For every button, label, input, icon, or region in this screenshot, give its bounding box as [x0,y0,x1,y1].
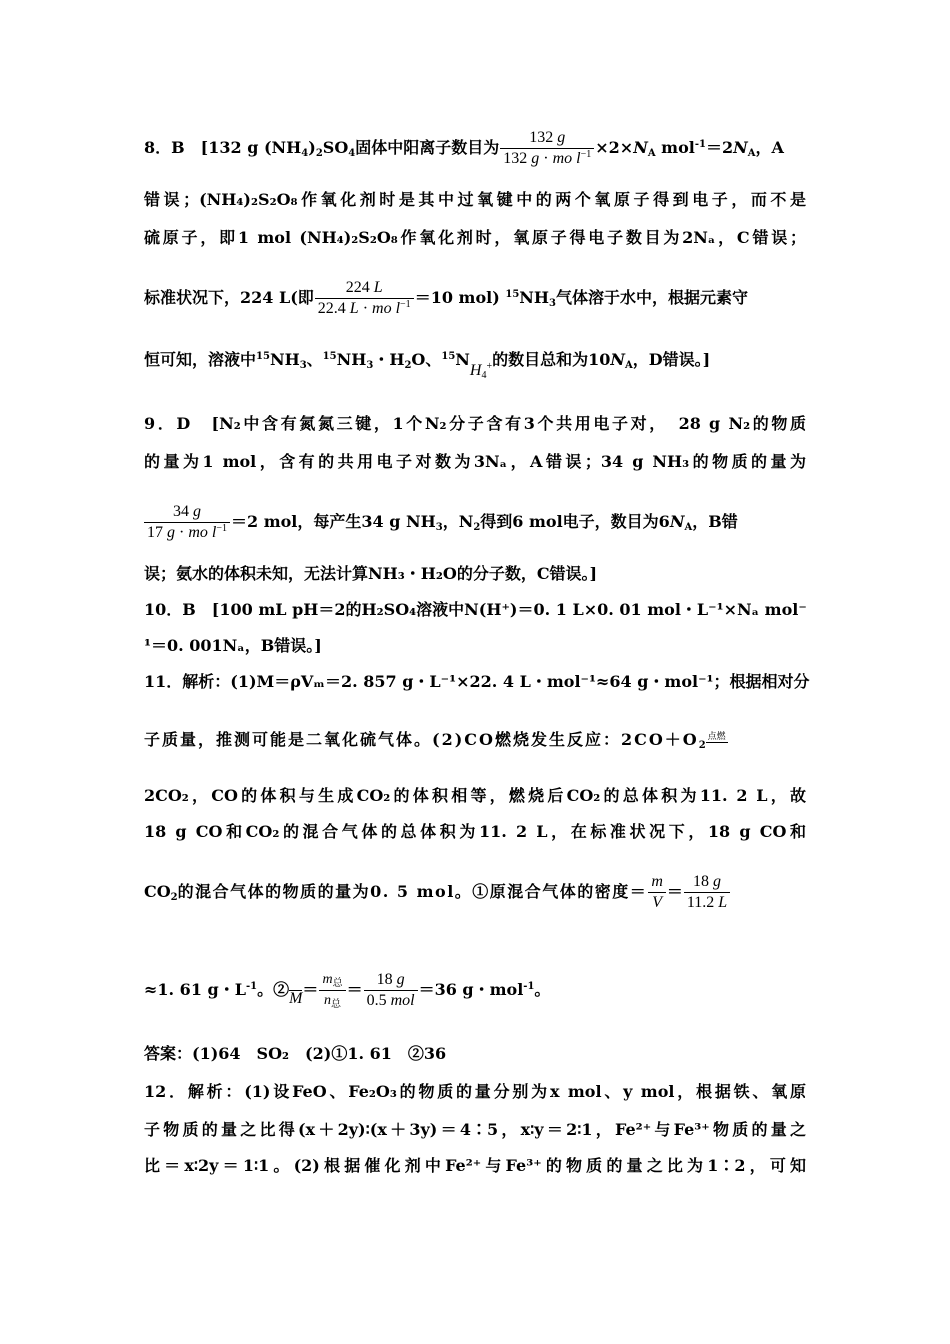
p11-line-4: 18 g CO和CO₂的混合气体的总体积为11. 2 L，在标准状况下，18 g CO和 [144,822,806,841]
p9-line-3: $\frac{34 g}{17 g \cdot mo l^{-1}}$ ＝2 mol，每产生34 g $NH_3$，$N_2$得到6 mol电子，数目为$6N_A$，B错 [144,502,806,543]
p12-line-3: 比＝x∶2y＝1∶1。(2)根据催化剂中Fe²⁺与Fe³⁺的物质的量之比为1∶2，可知 [144,1156,806,1175]
p12-line-2: 子物质的量之比得(x＋2y)∶(x＋3y)＝4∶5，x∶y＝2∶1，Fe²⁺与Fe³⁺物质的量之 [144,1120,806,1139]
p11-answer: 答案：(1)64 SO₂ (2)①1. 61 ②36 [144,1044,447,1063]
p12-line-1: 12．解析：(1)设FeO、Fe₂O₃的物质的量分别为x mol、y mol，根据铁、氧原 [144,1082,806,1101]
p9-line-1: 9．D [N₂中含有氮氮三键，1个N₂分子含有3个共用电子对， 28 g N₂的物质 [144,414,806,433]
p8-line-4: 标准状况下，224 L(即 $\frac{224 L}{22.4 L \cdot mo l^{-1}}$ ＝10 mol) $^{15}NH_3$气体溶于水中，根据元素守 [144,279,749,317]
p10-line-2: ¹＝0. 001Nₐ，B错误。] [144,636,322,655]
p11-line-3: 2CO₂，CO的体积与生成CO₂的体积相等，燃烧后CO₂的总体积为11. 2 L，故 [144,786,806,805]
fraction-132g: $\frac{132 g}{132 g \cdot mo l^{-1}}$ [500,128,594,169]
p8-line-3: 硫原子，即1 mol (NH₄)₂S₂O₈作氧化剂时，氧原子得电子数目为2Nₐ，C错误； [144,228,806,247]
p11-line-2: 子质量，推测可能是二氧化硫气体。(2)CO燃烧发生反应：$2CO+O_2$ 点燃 [144,730,726,751]
fraction-18g-over-11.2L: $\frac{18 g}{11.2 L}$ [684,872,730,913]
p9-line-2: 的量为1 mol，含有的共用电子对数为3Nₐ，A错误；34 g NH₃的物质的量为 [144,452,806,471]
p8-line-1: 8．B [132 g $(NH_4)_2SO_4$固体中阳离子数目为 $\frac{132 g}{132 g \cdot mo l^{-1}}$ $\times 2\times N_A$ $mol^{-1}=2N_A$，A [144,129,784,167]
mean-molar-mass: M [289,990,303,1007]
fraction-18g-over-0.5mol: $\frac{18 g}{\text{0.5 mol}}$ [364,970,418,1011]
fraction-34g: $\frac{34 g}{17 g \cdot mo l^{-1}}$ [144,502,230,543]
fraction-m-over-n: $\frac{m_总}{n_总}$ [319,970,345,1011]
p10-line-1: 10．B [100 mL pH＝2的H₂SO₄溶液中N(H⁺)＝0. 1 L×0. 01 mol・L⁻¹×Nₐ mol⁻ [144,600,807,619]
p9-line-4: 误；氨水的体积未知，无法计算NH₃・H₂O的分子数，C错误。] [144,564,598,583]
p11-line-5: $CO_2$的混合气体的物质的量为0. 5 mol。①原混合气体的密度＝ $\frac{m}{V}$ ＝ $\frac{18 g}{11.2 L}$ [144,872,806,913]
p8-line-2: 错误；(NH₄)₂S₂O₈作氧化剂时是其中过氧键中的两个氧原子得到电子，而不是 [144,190,806,209]
p11-line-1: 11．解析：(1)M＝ρVₘ＝2. 857 g・L⁻¹×22. 4 L・mol⁻¹≈64 g・mol⁻¹；根据相对分 [144,672,810,691]
p11-line-6: ≈1. 61 g・$L^{-1}$。②M＝ $\frac{m_总}{n_总}$ ＝ $\frac{18 g}{\text{0.5 mol}}$ ＝36 g・mol$^{-1}$。 [144,971,551,1010]
p8-line-5: 恒可知，溶液中$^{15}NH_3$、$^{15}NH_3$・$H_2O$、$^{15}NH_4^+$的数目总和为$10N_A$，D错误。] [144,350,711,381]
ignition-condition: 点燃 [707,732,726,742]
fraction-224L: $\frac{224 L}{22.4 L \cdot mo l^{-1}}$ [315,278,414,319]
fraction-m-over-V: $\frac{m}{V}$ [648,872,666,913]
